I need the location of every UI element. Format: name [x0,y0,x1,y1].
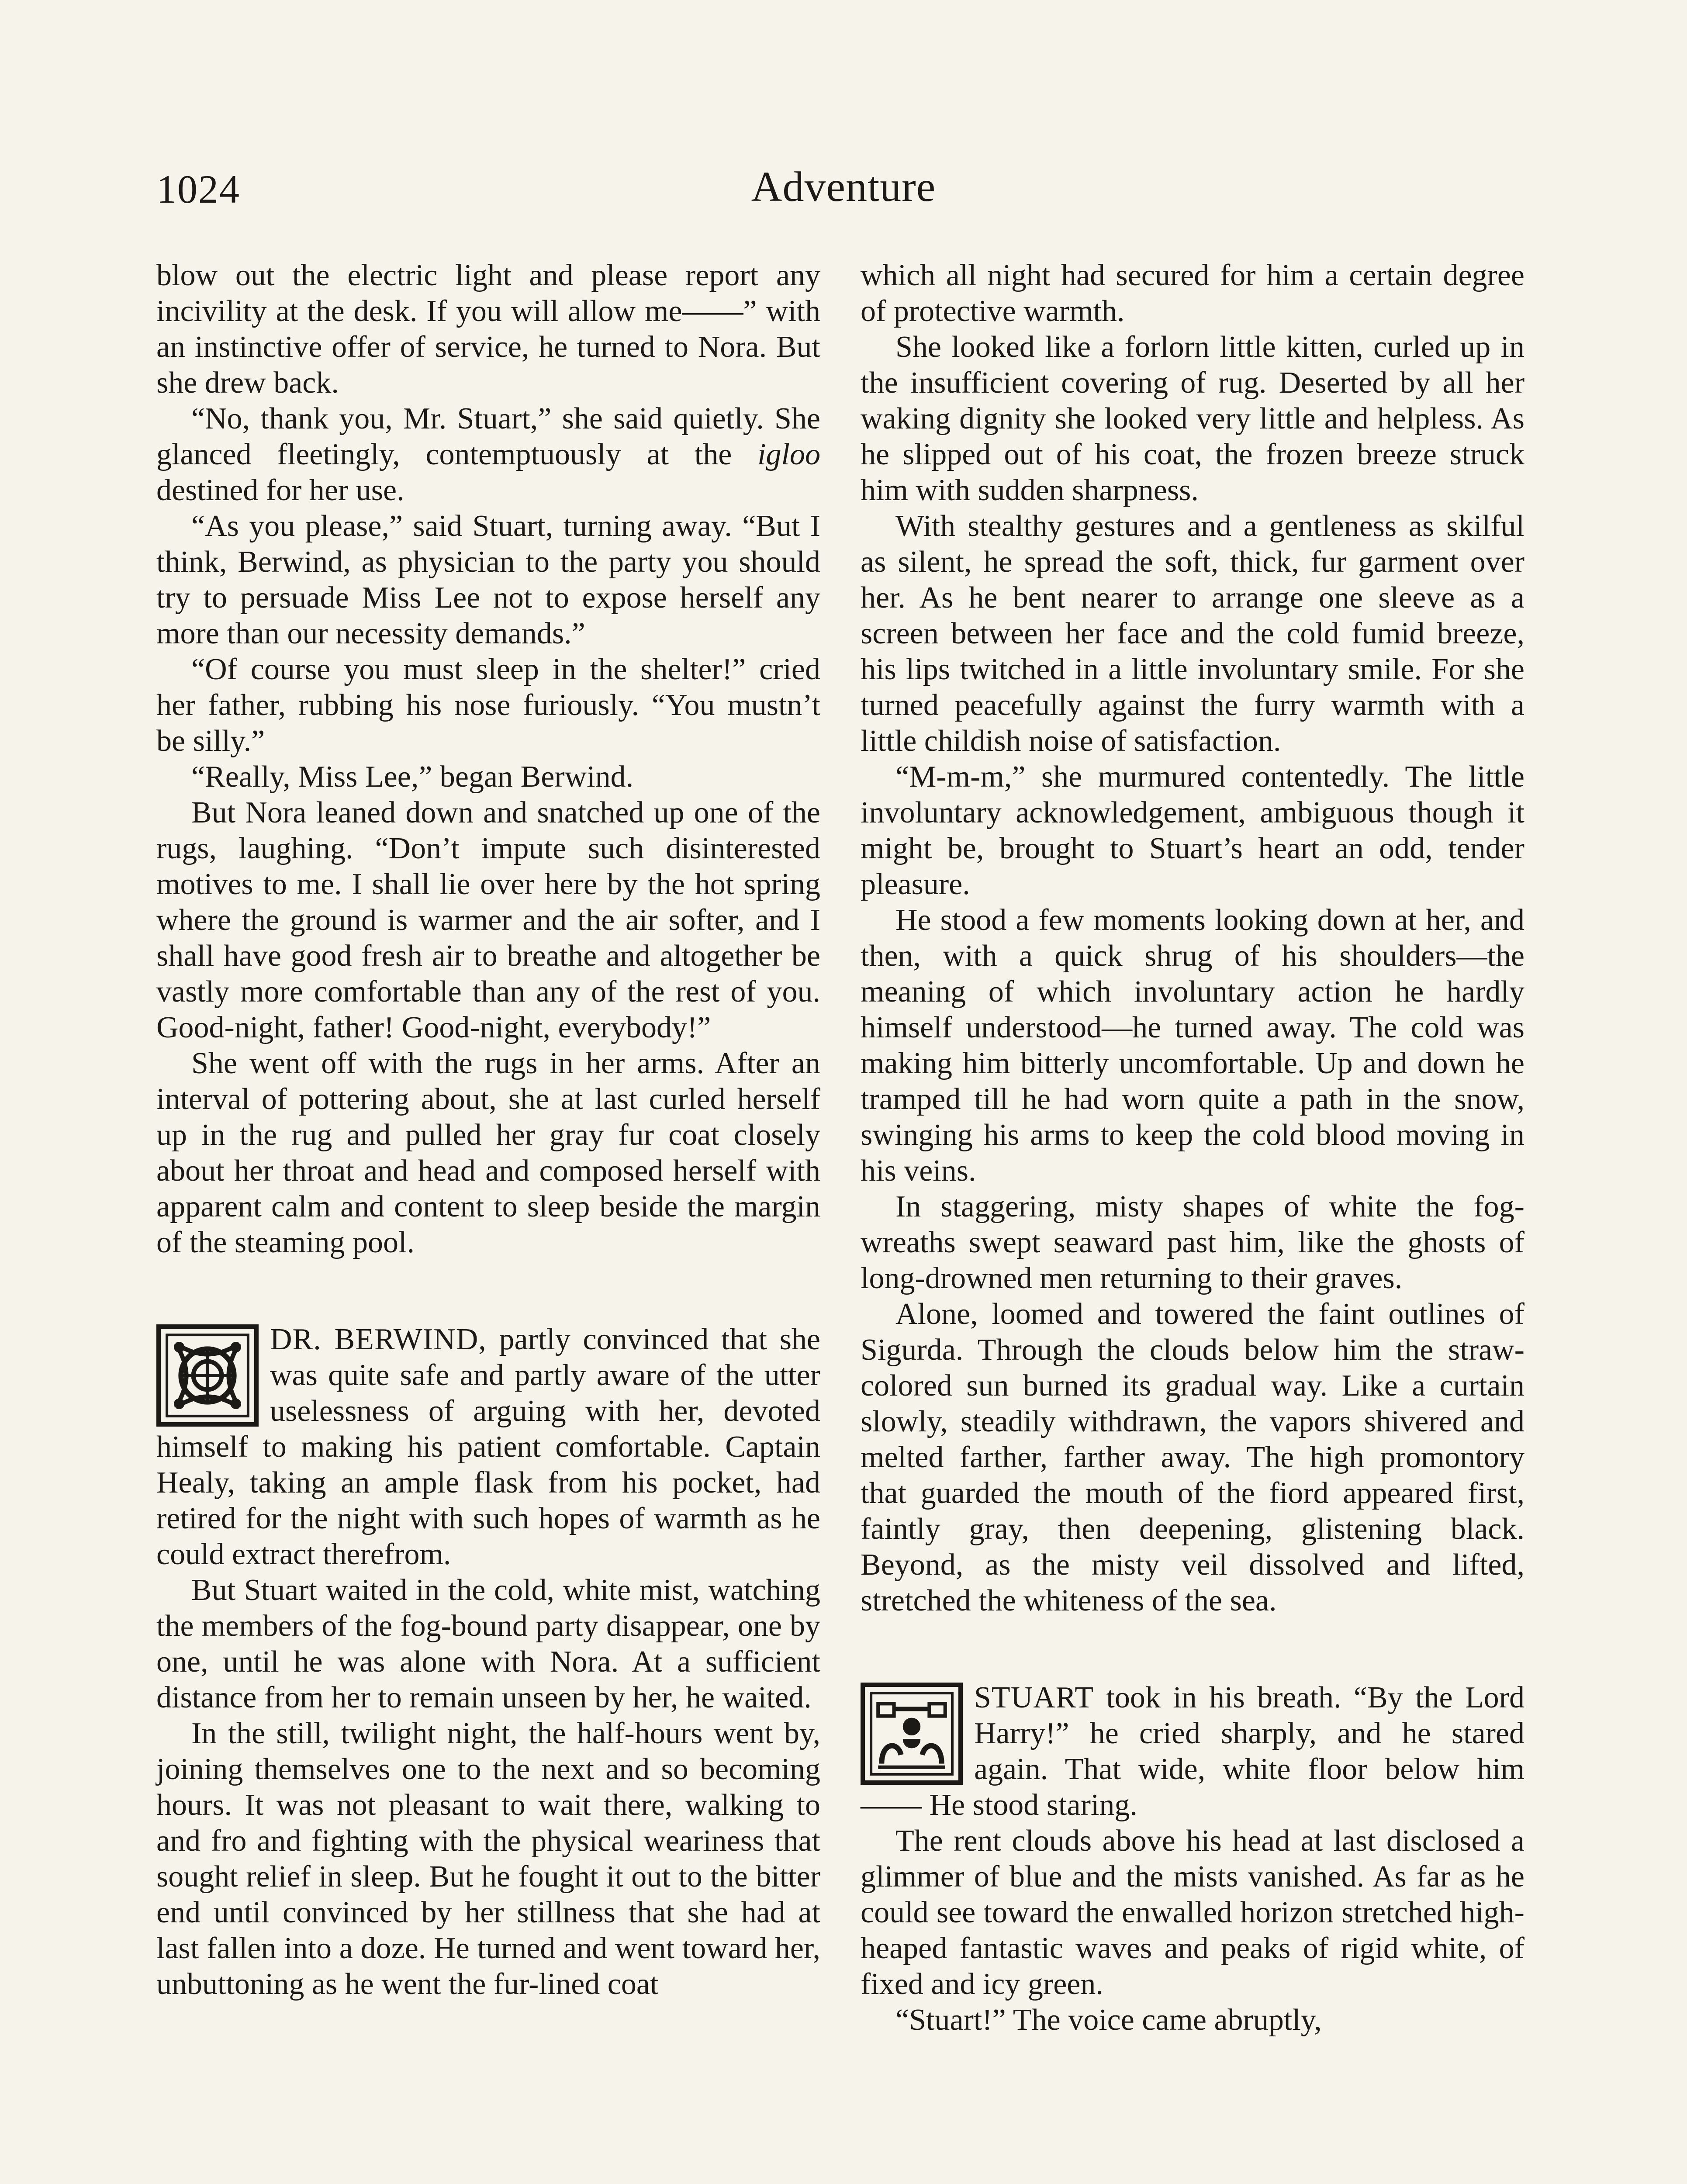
paragraph: She went off with the rugs in her arms. After an interval of pottering about, she at last curled herself up in the rug and pulled her gray fur coat closely about her throat and head and composed herself with apparent calm and content to sleep beside the margin of the steaming pool. [156,1047,820,1259]
celtic-knot-dropcap-icon [156,1324,259,1427]
paragraph: “Really, Miss Lee,” began Berwind. [191,760,634,794]
section-lead-name: STUART [974,1681,1094,1714]
paragraph: “As you please,” said Stuart, turning away. “But I think, Berwind, as physician to the party you should try to persuade Miss Lee not to expose herself any more than our necessity demands.” [156,509,820,650]
paragraph: He stood a few moments looking down at her, and then, with a quick shrug of his shoulders—the meaning of which involuntary action he hardly himself understood—he turned away. The cold was making him bitterly uncomfortable. Up and down he tramped till he had worn quite a path in the snow, swinging his arms to keep the cold blood moving in his veins. [861,903,1525,1188]
paragraph: “Of course you must sleep in the shelter!” cried her father, rubbing his nose furiously. “You mustn’t be silly.” [156,653,820,758]
section-paragraph: STUART took in his breath. “By the Lord Harry!” he cried sharply, and he stared again. That wide, white floor below him—— He stood staring. [861,1681,1525,1822]
paragraph: In the still, twilight night, the half-hours went by, joining themselves one to the next and so becoming hours. It was not pleasant to wait there, walking to and fro and fighting with the physical weariness that sought relief in sleep. But he fought it out to the bitter end until convinced by her stillness that she had at last fallen into a doze. He turned and went toward her, unbuttoning as he went the fur-lined coat [156,1717,820,2001]
ornament-dropcap-icon [861,1683,963,1785]
right-column [861,258,1525,2038]
paragraph: In staggering, misty shapes of white the fog-wreaths swept seaward past him, like the ghosts of long-drowned men returning to their graves. [861,1190,1525,1295]
paragraph: blow out the electric light and please report any incivility at the desk. If you will allow me——” with an instinctive offer of service, he turned to Nora. But she drew back. [156,259,820,400]
paragraph: which all night had secured for him a certain degree of protective warmth. [861,259,1525,328]
section-lead-name: DR. BERWIND, [270,1323,487,1356]
page-header [0,163,1687,227]
section-paragraph: DR. BERWIND, partly convinced that she was quite safe and partly aware of the utter uselessness of arguing with her, devoted himself to making his patient comfortable. Captain Healy, taking an ample flask from his pocket, had retired for the night with such hopes of warmth as he could extract therefrom. [156,1323,820,1571]
paragraph: She looked like a forlorn little kitten, curled up in the insufficient covering of rug. Deserted by all her waking dignity she looked very little and helpless. As he slipped out of his coat, the frozen breeze struck him with sudden sharpness. [861,330,1525,507]
running-head-title: Adventure [751,163,936,211]
paragraph: The rent clouds above his head at last disclosed a glimmer of blue and the mists vanished. As far as he could see toward the enwalled horizon stretched high-heaped fantastic waves and peaks of rigid white, of fixed and icy green. [861,1824,1525,2001]
paragraph: But Stuart waited in the cold, white mist, watching the members of the fog-bound party disappear, one by one, until he was alone with Nora. At a sufficient distance from her to remain unseen by her, he waited. [156,1573,820,1714]
paragraph: Alone, loomed and towered the faint outlines of Sigurda. Through the clouds below him the straw-colored sun burned its gradual way. Like a curtain slowly, steadily withdrawn, the vapors shivered and melted farther, farther away. The high promontory that guarded the mouth of the fiord appeared first, faintly gray, then deepening, glistening black. Beyond, as the misty veil dissolved and lifted, stretched the whiteness of the sea. [861,1297,1525,1617]
paragraph: With stealthy gestures and a gentleness as skilful as silent, he spread the soft, thick, fur garment over her. As he bent nearer to arrange one sleeve as a screen between her face and the cold fumid breeze, his lips twitched in a little involuntary smile. For she turned peacefully against the furry warmth with a little childish noise of satisfaction. [861,509,1525,758]
left-column [156,258,820,2002]
paragraph: “Stuart!” The voice came abruptly, [895,2003,1322,2037]
italic-word: igloo [757,438,820,471]
paragraph: “M-m-m,” she murmured contentedly. The little involuntary acknowledgement, ambiguous though it might be, brought to Stuart’s heart an odd, tender pleasure. [861,760,1525,901]
page-number: 1024 [156,167,240,211]
paragraph: “No, thank you, Mr. Stuart,” she said quietly. She glanced fleetingly, contemptuously at the igloo destined for her use. [156,402,820,507]
paragraph: But Nora leaned down and snatched up one of the rugs, laughing. “Don’t impute such disinterested motives to me. I shall lie over here by the hot spring where the ground is warmer and the air softer, and I shall have good fresh air to breathe and altogether be vastly more comfortable than any of the rest of you. Good-night, father! Good-night, everybody!” [156,796,820,1044]
